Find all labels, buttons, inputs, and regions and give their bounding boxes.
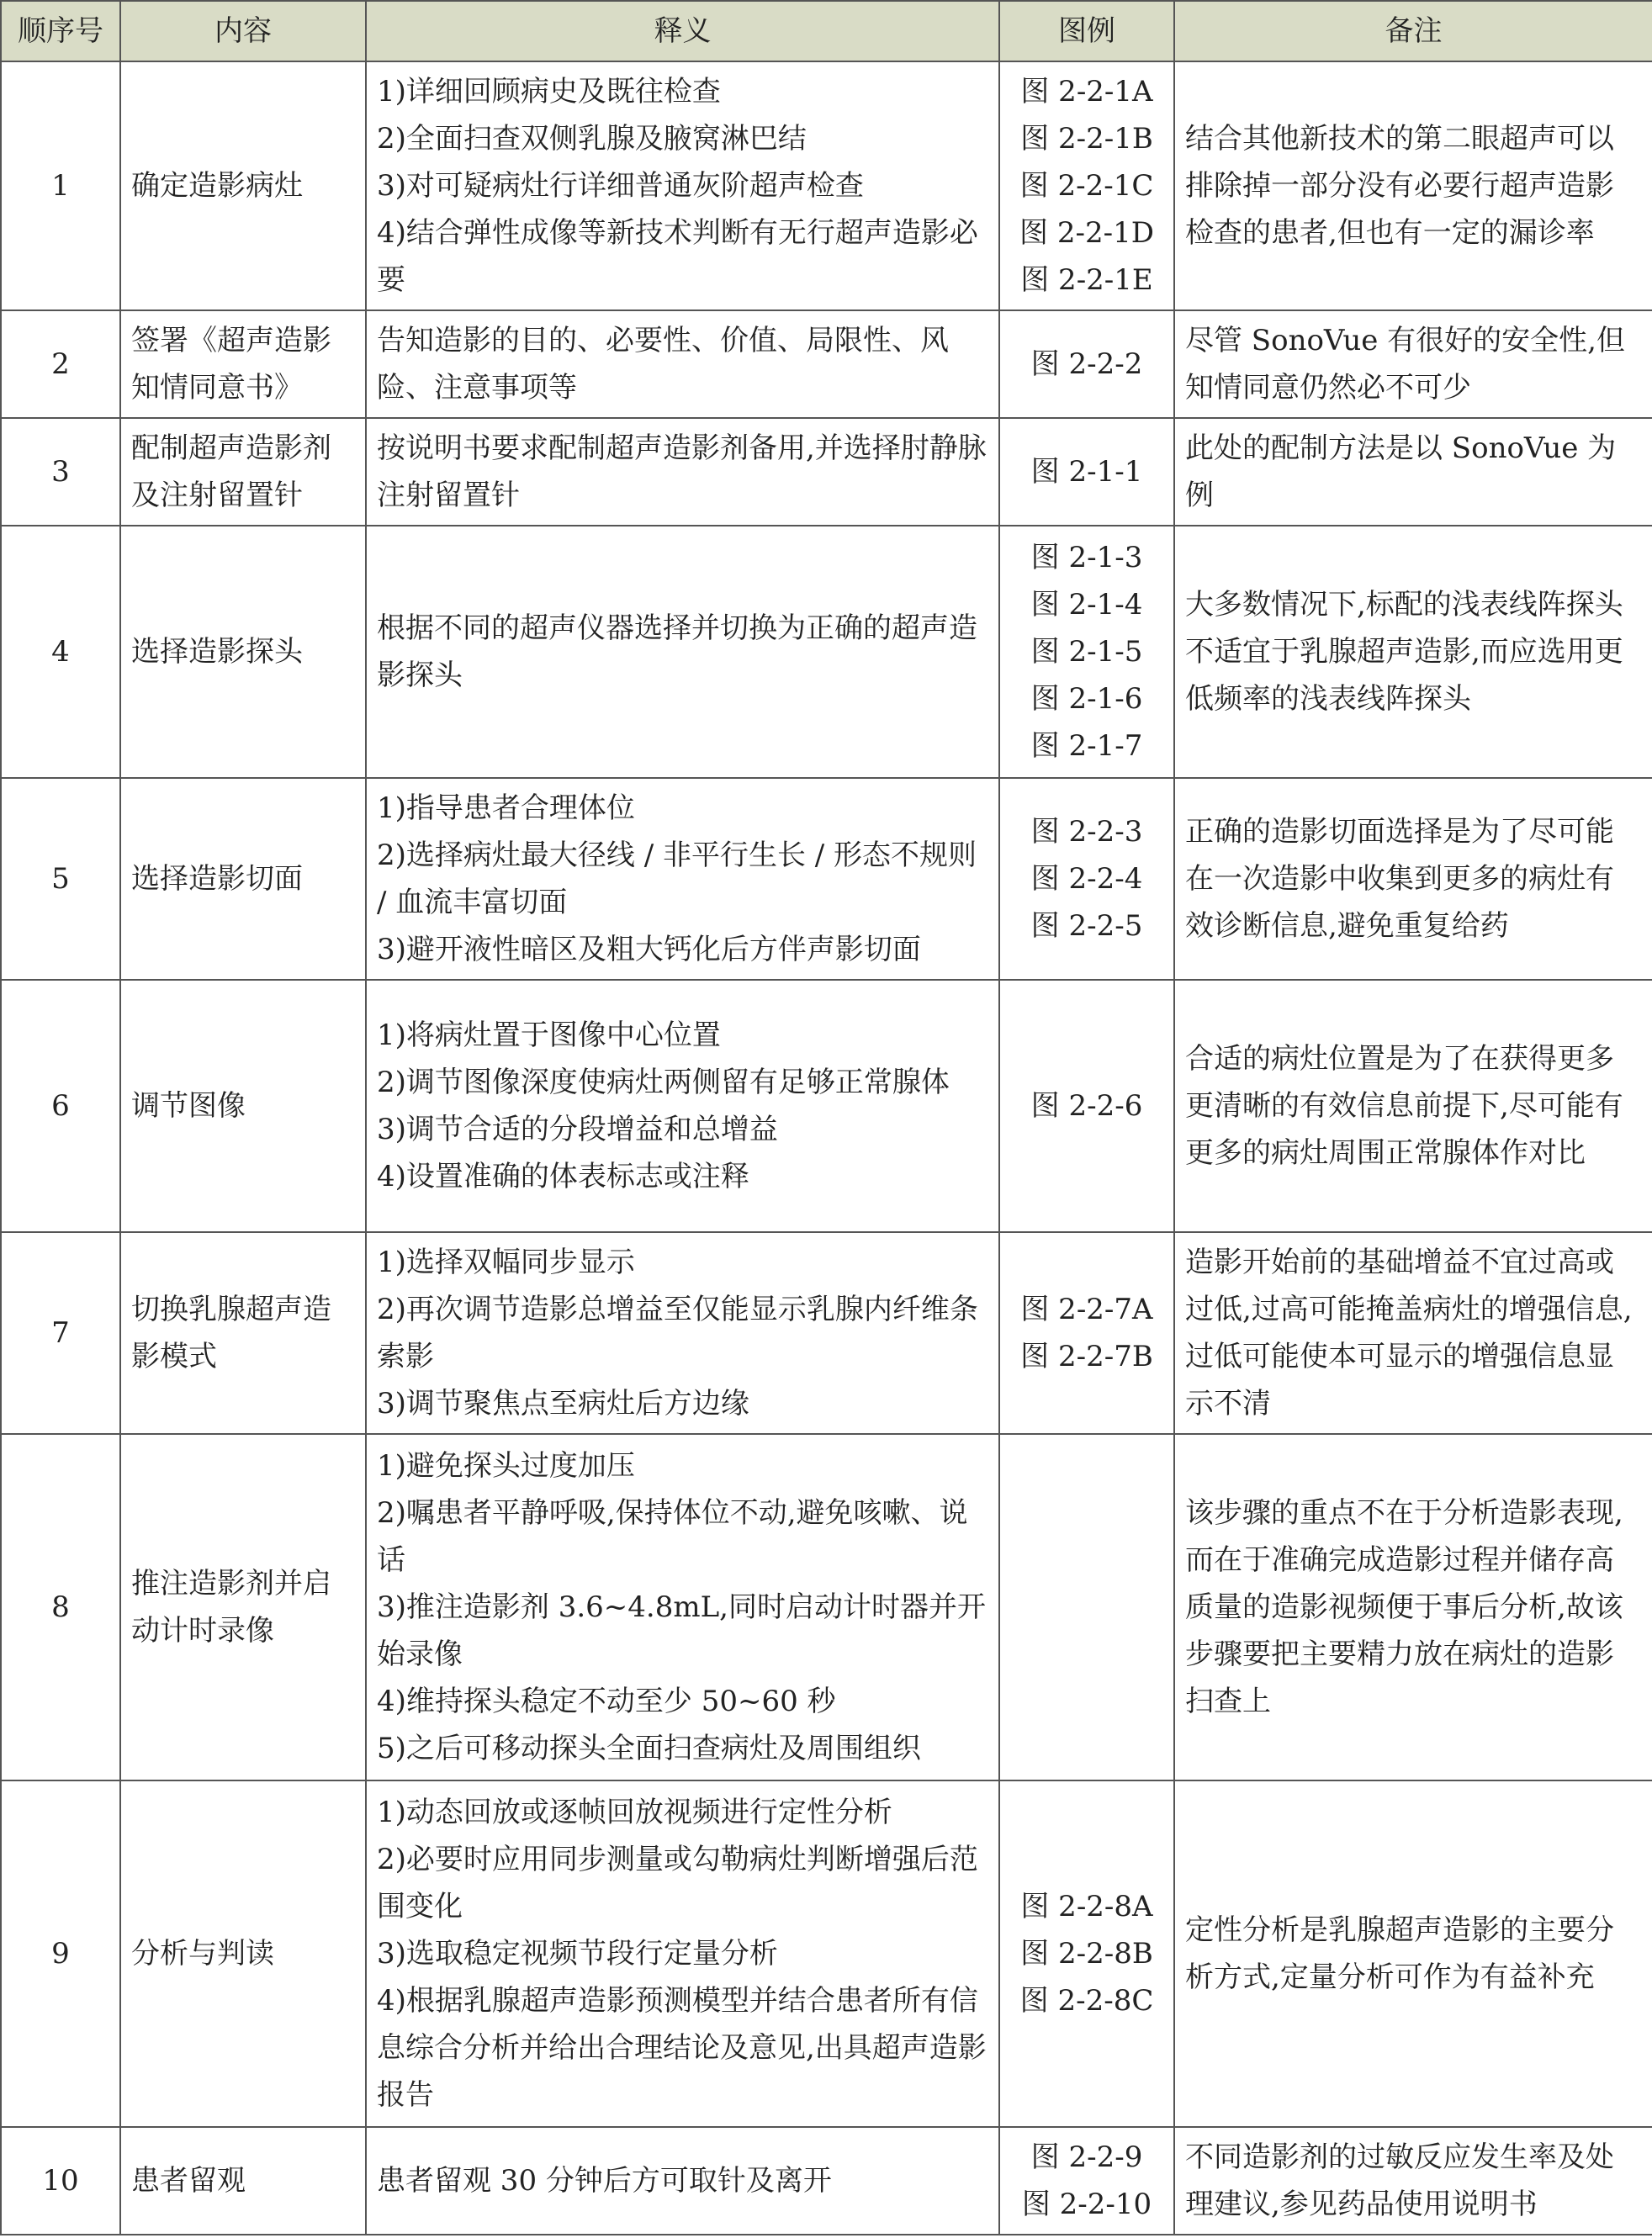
- definition-line: 4)设置准确的体表标志或注释: [377, 1160, 749, 1193]
- row-content: 推注造影剂并启动计时录像: [120, 1434, 366, 1780]
- figure-ref: 图 2-2-8C: [1019, 1984, 1154, 2018]
- row-figures: [999, 1780, 1174, 2127]
- row-remark: 造影开始前的基础增益不宜过高或过低,过高可能掩盖病灶的增强信息,过低可能使本可显示的增强信息显示不清: [1174, 1232, 1652, 1434]
- row-definition: [366, 526, 999, 778]
- row-number: 6: [1, 980, 120, 1232]
- definition-line: 1)选择双幅同步显示: [377, 1246, 635, 1279]
- row-content: 配制超声造影剂及注射留置针: [120, 418, 366, 526]
- row-remark: 定性分析是乳腺超声造影的主要分析方式,定量分析可作为有益补充: [1174, 1780, 1652, 2127]
- table-row: [1, 418, 1652, 526]
- header-remark: 备注: [1174, 1, 1652, 61]
- figure-ref: 图 2-2-7B: [1020, 1340, 1153, 1373]
- definition-line: 5)之后可移动探头全面扫查病灶及周围组织: [377, 1732, 921, 1765]
- definition-line: 2)调节图像深度使病灶两侧留有足够正常腺体: [377, 1066, 950, 1099]
- row-definition: [366, 418, 999, 526]
- row-number: 1: [1, 61, 120, 310]
- table-row: [1, 526, 1652, 778]
- row-figures: [999, 1232, 1174, 1434]
- definition-line: 4)结合弹性成像等新技术判断有无行超声造影必要: [377, 216, 978, 297]
- definition-line: 患者留观 30 分钟后方可取针及离开: [377, 2164, 832, 2198]
- figure-ref: 图 2-2-8B: [1020, 1937, 1153, 1971]
- table-row: [1, 778, 1652, 980]
- figure-ref: 图 2-2-7A: [1020, 1293, 1153, 1326]
- table-row: [1, 61, 1652, 310]
- row-remark: 此处的配制方法是以 SonoVue 为例: [1174, 418, 1652, 526]
- definition-line: 2)全面扫查双侧乳腺及腋窝淋巴结: [377, 122, 807, 156]
- definition-line: 4)根据乳腺超声造影预测模型并结合患者所有信息综合分析并给出合理结论及意见,出具超声造影报告: [377, 1984, 987, 2112]
- table-row: [1, 2127, 1652, 2235]
- figure-ref: 图 2-1-4: [1030, 588, 1143, 622]
- definition-line: 3)调节合适的分段增益和总增益: [377, 1113, 778, 1146]
- figure-ref: 图 2-2-6: [1030, 1089, 1143, 1123]
- row-remark: 合适的病灶位置是为了在获得更多更清晰的有效信息前提下,尽可能有更多的病灶周围正常腺体作对比: [1174, 980, 1652, 1232]
- row-content: 选择造影切面: [120, 778, 366, 980]
- figure-ref: 图 2-1-3: [1030, 541, 1143, 574]
- row-definition: [366, 310, 999, 418]
- definition-line: 2)必要时应用同步测量或勾勒病灶判断增强后范围变化: [377, 1843, 978, 1923]
- table-row: [1, 310, 1652, 418]
- row-remark: 大多数情况下,标配的浅表线阵探头不适宜于乳腺超声造影,而应选用更低频率的浅表线阵探头: [1174, 526, 1652, 778]
- table-header-row: [1, 1, 1652, 61]
- definition-line: 3)对可疑病灶行详细普通灰阶超声检查: [377, 169, 864, 203]
- header-content: 内容: [120, 1, 366, 61]
- figure-ref: 图 2-1-7: [1030, 729, 1143, 763]
- table-body: [1, 61, 1652, 2235]
- figure-ref: 图 2-2-1C: [1019, 169, 1154, 203]
- header-no: 顺序号: [1, 1, 120, 61]
- figure-ref: 图 2-2-1B: [1020, 122, 1153, 156]
- definition-line: 1)详细回顾病史及既往检查: [377, 75, 721, 108]
- row-number: 9: [1, 1780, 120, 2127]
- figure-ref: 图 2-2-1A: [1020, 75, 1153, 108]
- row-number: 4: [1, 526, 120, 778]
- row-content: 调节图像: [120, 980, 366, 1232]
- row-content: 分析与判读: [120, 1780, 366, 2127]
- figure-ref: 图 2-2-4: [1030, 862, 1143, 896]
- table-row: [1, 1232, 1652, 1434]
- row-remark: 尽管 SonoVue 有很好的安全性,但知情同意仍然必不可少: [1174, 310, 1652, 418]
- row-content: 选择造影探头: [120, 526, 366, 778]
- row-number: 7: [1, 1232, 120, 1434]
- row-remark: 不同造影剂的过敏反应发生率及处理建议,参见药品使用说明书: [1174, 2127, 1652, 2235]
- row-definition: [366, 778, 999, 980]
- header-definition: 释义: [366, 1, 999, 61]
- row-definition: [366, 1232, 999, 1434]
- row-figures: [999, 980, 1174, 1232]
- definition-line: 3)推注造影剂 3.6~4.8mL,同时启动计时器并开始录像: [377, 1590, 986, 1671]
- figure-ref: 图 2-1-5: [1030, 635, 1143, 669]
- row-content: 签署《超声造影知情同意书》: [120, 310, 366, 418]
- definition-line: 1)动态回放或逐帧回放视频进行定性分析: [377, 1796, 892, 1829]
- definition-line: 2)再次调节造影总增益至仅能显示乳腺内纤维条索影: [377, 1293, 978, 1373]
- definition-line: 2)嘱患者平静呼吸,保持体位不动,避免咳嗽、说话: [377, 1496, 968, 1577]
- row-definition: [366, 2127, 999, 2235]
- row-number: 8: [1, 1434, 120, 1780]
- row-content: 切换乳腺超声造影模式: [120, 1232, 366, 1434]
- header-figure: 图例: [999, 1, 1174, 61]
- row-number: 2: [1, 310, 120, 418]
- row-definition: [366, 1434, 999, 1780]
- figure-ref: 图 2-2-9: [1030, 2140, 1143, 2174]
- row-figures: [999, 1434, 1174, 1780]
- figure-ref: 图 2-2-2: [1030, 347, 1143, 381]
- figure-ref: 图 2-2-1D: [1019, 216, 1154, 250]
- row-remark: 该步骤的重点不在于分析造影表现,而在于准确完成造影过程并储存高质量的造影视频便于事后分析,故该步骤要把主要精力放在病灶的造影扫查上: [1174, 1434, 1652, 1780]
- row-figures: [999, 418, 1174, 526]
- figure-ref: 图 2-2-1E: [1020, 263, 1153, 297]
- figure-ref: 图 2-2-5: [1030, 909, 1143, 943]
- definition-line: 4)维持探头稳定不动至少 50~60 秒: [377, 1685, 836, 1718]
- row-figures: [999, 61, 1174, 310]
- row-figures: [999, 2127, 1174, 2235]
- figure-ref: 图 2-1-1: [1030, 455, 1143, 489]
- row-remark: 结合其他新技术的第二眼超声可以排除掉一部分没有必要行超声造影检查的患者,但也有一定的漏诊率: [1174, 61, 1652, 310]
- definition-line: 1)指导患者合理体位: [377, 791, 635, 825]
- row-number: 10: [1, 2127, 120, 2235]
- row-definition: [366, 1780, 999, 2127]
- row-content: 确定造影病灶: [120, 61, 366, 310]
- row-remark: 正确的造影切面选择是为了尽可能在一次造影中收集到更多的病灶有效诊断信息,避免重复给药: [1174, 778, 1652, 980]
- figure-ref: 图 2-1-6: [1030, 682, 1143, 716]
- table-row: [1, 1780, 1652, 2127]
- table-row: [1, 980, 1652, 1232]
- row-definition: [366, 61, 999, 310]
- definition-line: 按说明书要求配制超声造影剂备用,并选择肘静脉注射留置针: [377, 431, 987, 512]
- figure-ref: 图 2-2-8A: [1020, 1890, 1153, 1923]
- definition-line: 告知造影的目的、必要性、价值、局限性、风险、注意事项等: [377, 324, 949, 405]
- definition-line: 3)调节聚焦点至病灶后方边缘: [377, 1387, 749, 1421]
- row-number: 5: [1, 778, 120, 980]
- definition-line: 3)避开液性暗区及粗大钙化后方伴声影切面: [377, 933, 921, 966]
- row-content: 患者留观: [120, 2127, 366, 2235]
- definition-line: 2)选择病灶最大径线 / 非平行生长 / 形态不规则 / 血流丰富切面: [377, 839, 977, 919]
- definition-line: 1)将病灶置于图像中心位置: [377, 1018, 721, 1052]
- figure-ref: 图 2-2-3: [1030, 815, 1143, 849]
- row-figures: [999, 778, 1174, 980]
- table-row: [1, 1434, 1652, 1780]
- definition-line: 1)避免探头过度加压: [377, 1449, 635, 1483]
- row-figures: [999, 526, 1174, 778]
- definition-line: 3)选取稳定视频节段行定量分析: [377, 1937, 778, 1971]
- row-definition: [366, 980, 999, 1232]
- row-number: 3: [1, 418, 120, 526]
- figure-ref: 图 2-2-10: [1021, 2188, 1152, 2221]
- row-figures: [999, 310, 1174, 418]
- definition-line: 根据不同的超声仪器选择并切换为正确的超声造影探头: [377, 611, 977, 692]
